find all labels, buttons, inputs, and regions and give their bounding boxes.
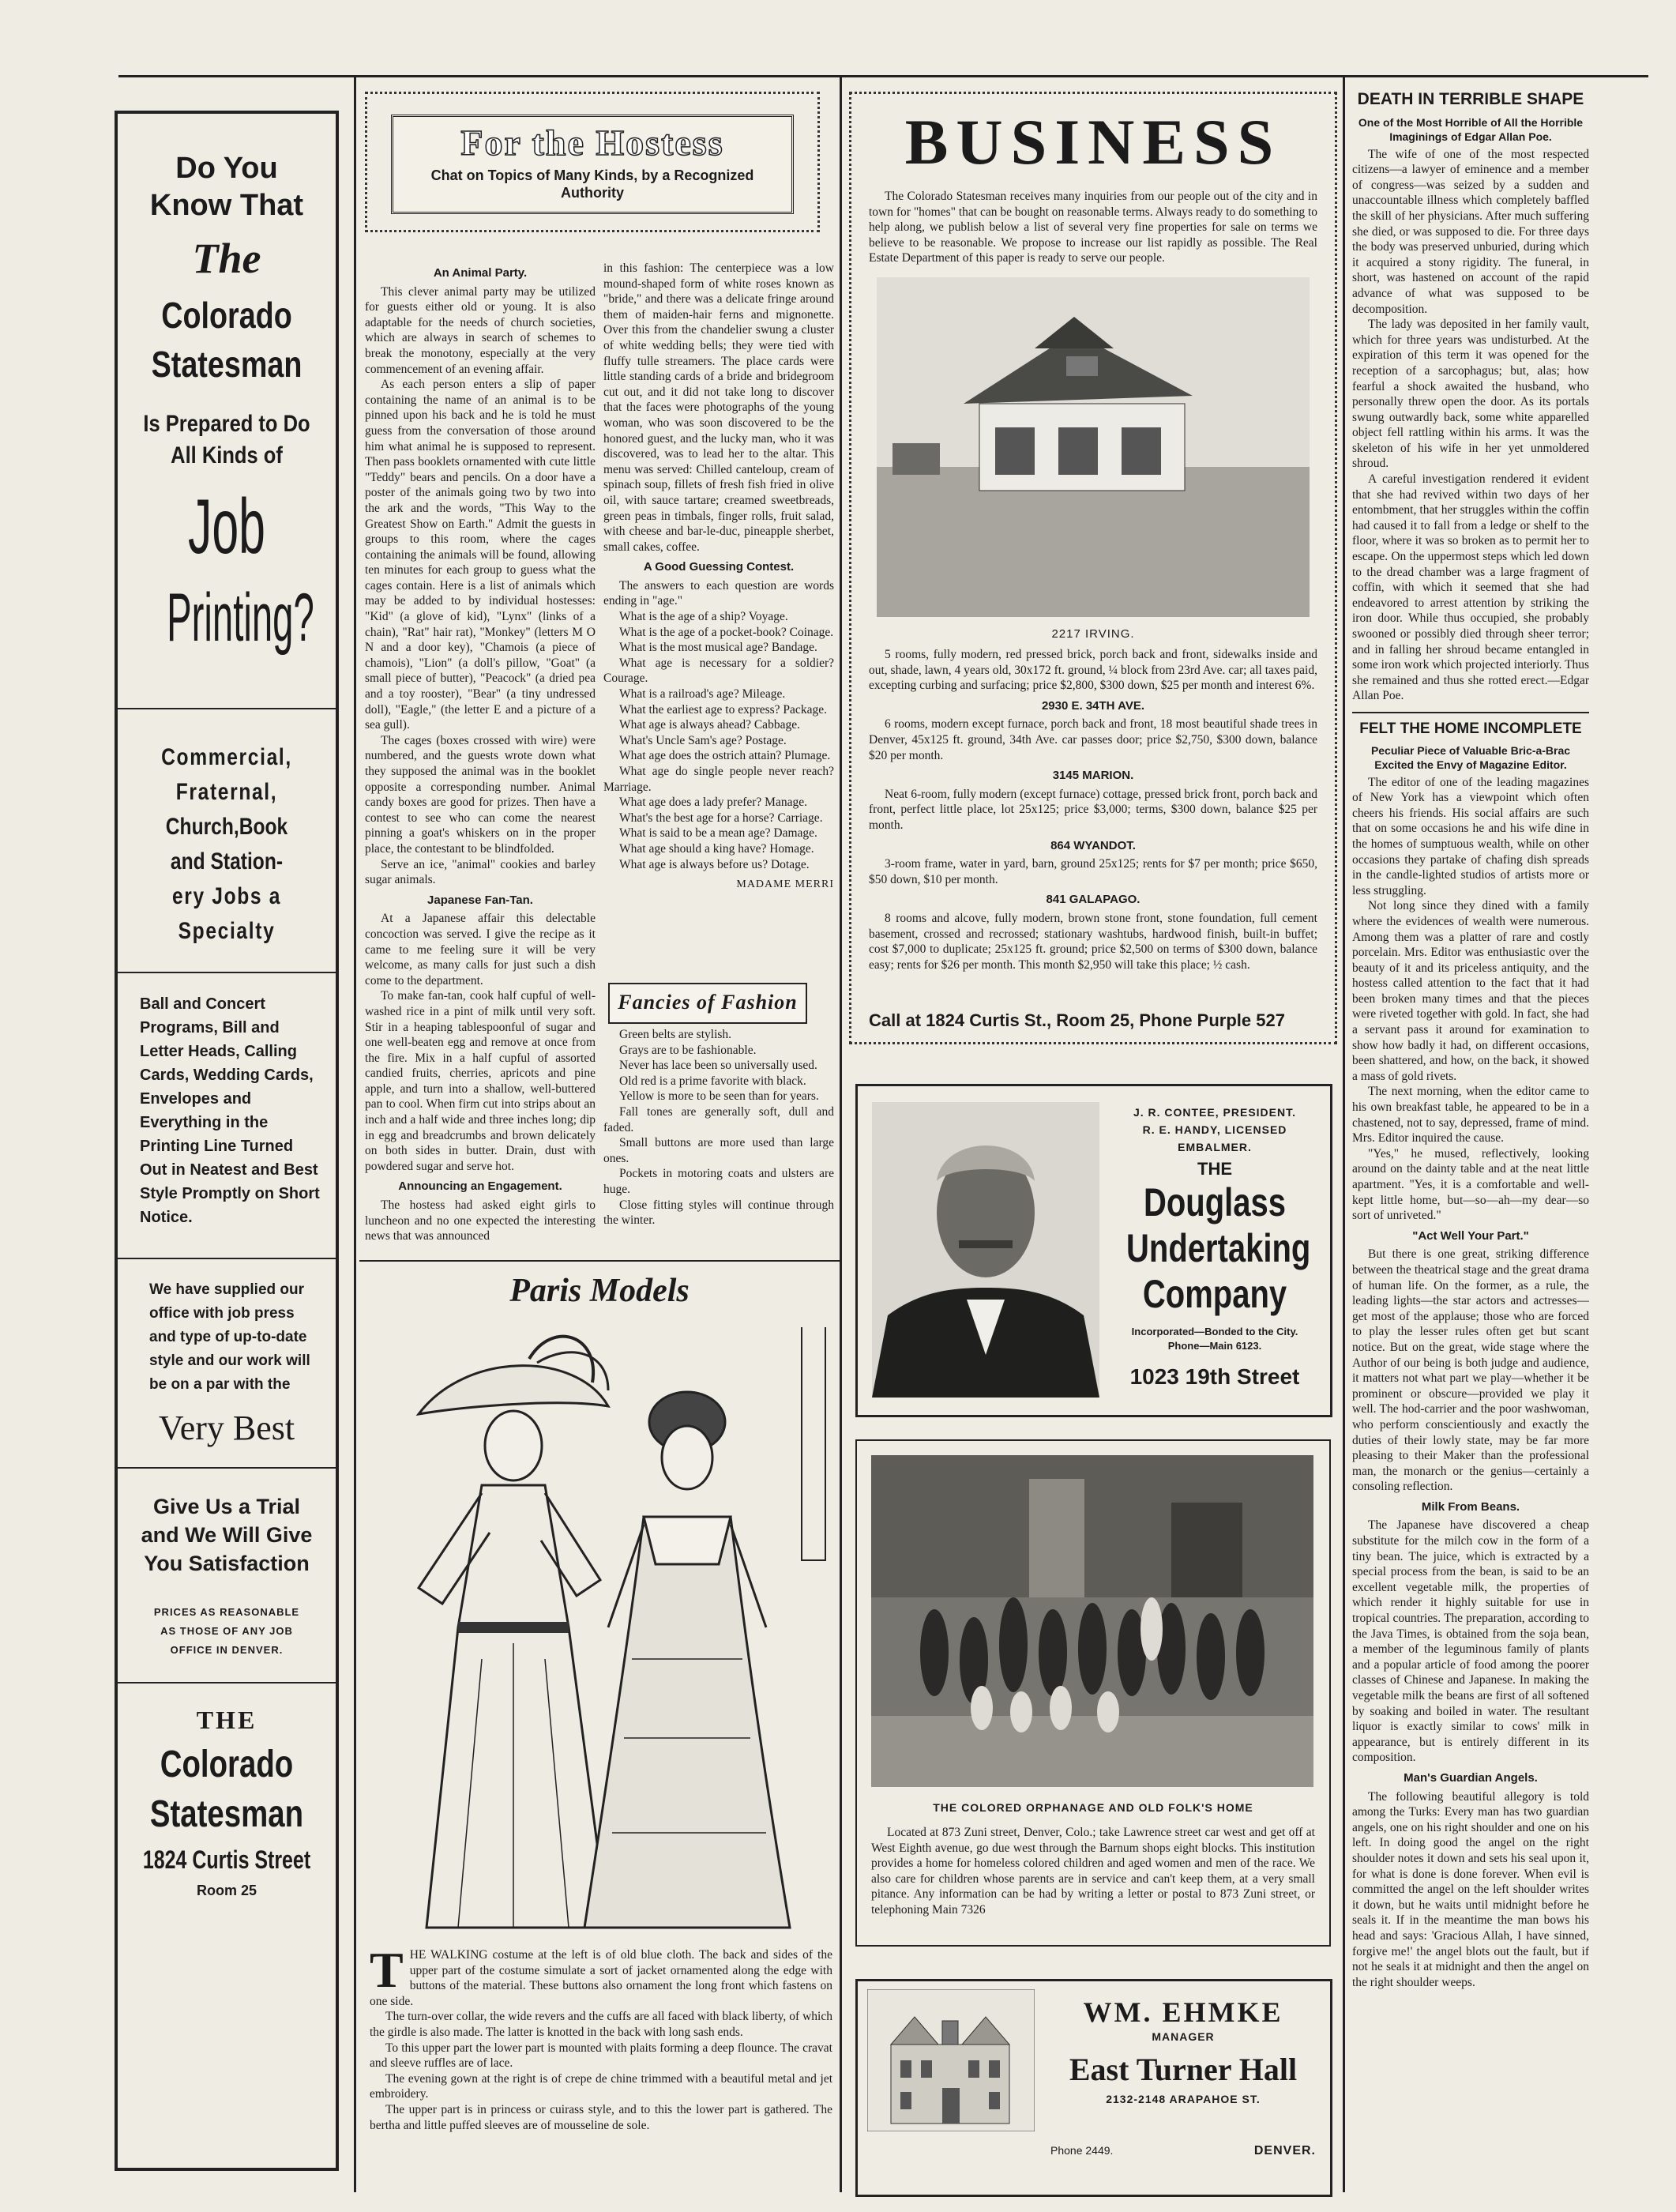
para: The editor of one of the leading magazines of New York has a viewpoint which often cheers his friends. His social affairs are such that on some occasions he and his wife dine in the homes of sumptuous wealth, while on other occasions they partake of chafing dish spreads in the candle-lighted studios of artists more or less struggling. bbox=[1352, 775, 1589, 897]
hostess-header-frame bbox=[365, 92, 820, 232]
left-figure-head bbox=[485, 1411, 542, 1480]
ad-supplied: We have supplied our office with job press and type of up-to-date style and our work will be on a par with the bbox=[149, 1281, 310, 1393]
ad-church-book: Church,Book bbox=[165, 814, 288, 840]
ehmke-name: WM. EHMKE bbox=[1083, 1996, 1283, 2028]
para: The turn-over collar, the wide revers and the cuffs are all faced with black liberty, of which the girdle is also made. The latter is knotted in the back with long sash ends. bbox=[370, 2010, 832, 2039]
ad-divider bbox=[118, 1467, 336, 1469]
ad-colorado: Colorado bbox=[161, 295, 292, 336]
ad-ery-jobs: ery Jobs a bbox=[171, 883, 282, 909]
para: What age do single people never reach? Marriage. bbox=[603, 765, 834, 794]
para: At a Japanese affair this delectable concoction was served. I give the recipe as it came to me feeling sure it will be very welcome, as many calls for just such a dish come to the department. bbox=[365, 912, 596, 988]
ad-divider bbox=[118, 1682, 336, 1683]
ad-ball-text: Ball and Concert Programs, Bill and Letter Heads, Calling Cards, Wedding Cards, Envelopes and Everything in the Printing Line Turned Out in Neatest and Best Style Promptly on Short Notice. bbox=[140, 995, 320, 1226]
fancies-title-box bbox=[608, 983, 807, 1024]
fancies-column bbox=[603, 1027, 834, 1256]
ad-street: 1824 Curtis Street bbox=[142, 1845, 311, 1874]
para: The lady was deposited in her family vault, which for three years was undisturbed. At the expiration of this term it was opened for the reception of a sarcophagus; but, alas; how fearful a shock awaited the husband, who personally threw open the door. As its portals swung outwardly back, some white apparelled object fell rattling within his arms. It was the skeleton of his wife in her yet unmoldered shroud. bbox=[1352, 318, 1589, 471]
douglass-president: J. R. CONTEE, PRESIDENT. bbox=[1133, 1106, 1297, 1119]
ehmke-text bbox=[1044, 1996, 1322, 2105]
right-column bbox=[1352, 88, 1589, 2198]
para: The hostess had asked eight girls to luncheon and no one expected the interesting news that was announced bbox=[365, 1198, 596, 1243]
ad-room: Room 25 bbox=[196, 1883, 257, 1898]
orphanage-image bbox=[871, 1455, 1313, 1787]
ad-commercial: Commercial, bbox=[161, 744, 292, 770]
para: What age is necessary for a soldier? Courage. bbox=[603, 656, 834, 686]
para: What is the most musical age? Bandage. bbox=[619, 641, 817, 655]
para: What is a railroad's age? Mileage. bbox=[619, 687, 786, 702]
statesman-ad bbox=[115, 111, 339, 2171]
para: Not long since they dined with a family where the evidences of wealth were numerous. Among them was a platter of rare and costly porcelain. Mrs. Editor was enthusiastic over the beauty of it and its priceless antiquity, and the hostess called attention to the fact that it had been broken many times and that the pieces were riveted together with gold. In fact, she had a servant pass it around for examination to show how badly it had, on different occasions, been shattered, and how, on the back, it showed a mass of gold rivets. bbox=[1352, 899, 1589, 1083]
para: The upper part is in princess or cuirass style, and to this the lower part is gathered. The bertha and little puffed sleeves are of mousseline de sole. bbox=[370, 2102, 832, 2132]
ad-colorado-2: Colorado bbox=[160, 1744, 294, 1785]
felt-title: FELT THE HOME INCOMPLETE bbox=[1359, 720, 1582, 737]
douglass-ad bbox=[855, 1084, 1332, 1417]
ad-specialty: Specialty bbox=[178, 918, 276, 944]
ad-printing: Printing? bbox=[167, 580, 314, 656]
listings bbox=[869, 647, 1317, 972]
orphanage-caption: THE COLORED ORPHANAGE AND OLD FOLK'S HOME bbox=[933, 1801, 1253, 1814]
heading-engagement: Announcing an Engagement. bbox=[398, 1179, 562, 1194]
para: Located at 873 Zuni street, Denver, Colo.; take Lawrence street car west and get off at West Eighth avenue, go due west through the Barnum shops eight blocks. This institution provides a home for homeless colored children and aged women and men of the race. We also care for children whose parents are in service and can't keep them, at a very small pitance. Any information can be had by writing a letter or postal to 873 Zuni street, or telephoning Main 7326 bbox=[871, 1826, 1315, 1917]
ad-the-2: THE bbox=[196, 1706, 257, 1734]
act-title: "Act Well Your Part." bbox=[1412, 1228, 1529, 1243]
hostess-column-2 bbox=[603, 261, 834, 972]
ad-give-us: Give Us a Trial and We Will Give You Satisfaction bbox=[141, 1495, 313, 1575]
death-sub: One of the Most Horrible of All the Horrible Imaginings of Edgar Allan Poe. bbox=[1358, 115, 1584, 143]
orphanage-text bbox=[871, 1825, 1315, 1918]
list-item: Old red is a prime favorite with black. bbox=[619, 1074, 806, 1088]
para: Serve an ice, "animal" cookies and barley sugar animals. bbox=[365, 857, 596, 887]
portrait-photo bbox=[872, 1102, 1099, 1398]
right-figure-head bbox=[662, 1426, 712, 1489]
ad-do-you: Do You bbox=[175, 152, 278, 185]
para: The Japanese have discovered a cheap substitute for the milch cow in the form of a tiny bean. The juice, which is extracted by a special process from the bean, is said to be an excellent vegetable milk, the properties of which render it highly suitable for use in tropical countries. The preparation, according to the Java Times, is obtained from the soja bean, a member of the leguminous family of plants and a popular article of food among the poorer classes of Chinese and Japanese. In making the vegetable milk the beans are first of all softened by soaking and boiled in water. The resultant liquor is exactly similar to cows' milk in appearance, but is entirely different in its composition. bbox=[1352, 1518, 1589, 1765]
column-rule bbox=[1343, 75, 1345, 2192]
listing-head: 841 GALAPAGO. bbox=[1046, 893, 1141, 907]
column-rule bbox=[354, 75, 356, 2192]
business-box bbox=[849, 92, 1337, 1044]
hostess-subtitle: Chat on Topics of Many Kinds, by a Recognized Authority bbox=[430, 167, 754, 201]
felt-sub: Peculiar Piece of Valuable Bric-a-Brac Excited the Envy of Magazine Editor. bbox=[1370, 743, 1571, 771]
house-caption: 2217 IRVING. bbox=[1051, 627, 1135, 641]
orphanage-photo bbox=[871, 1455, 1313, 1787]
para: HE WALKING costume at the left is of old blue cloth. The back and sides of the upper part of the costume simulate a sort of jacket ornamented along the edge with buttons of the material. These buttons also ornament the long front which fastens on one side. bbox=[370, 1948, 832, 2008]
list-item: Close fitting styles will continue through the winter. bbox=[603, 1198, 834, 1228]
ad-fraternal: Fraternal, bbox=[175, 779, 278, 805]
ad-very-best: Very Best bbox=[158, 1409, 295, 1447]
listing-text: 3-room frame, water in yard, barn, ground 25x125; rents for $7 per month; price $650, $50 down, $10 per month. bbox=[869, 857, 1317, 886]
business-title: BUSINESS bbox=[904, 106, 1282, 178]
para: To make fan-tan, cook half cupful of well-washed rice in a pint of milk until very soft. Stir in a heaping tablespoonful of sugar and one well-beaten egg and remove at once from the fire. Mix in a half cupful of assorted candied fruits, cherries, apricots and pine apple, and turn into a shallow, well-buttered pan to cool. When firm cut into strips about an inch and a half wide and three inches long; dip in egg and breadcrumbs and brown delicately on both sides in butter. Drain, dust with powdered sugar and serve hot. bbox=[365, 989, 596, 1173]
ad-prepared: Is Prepared to Do bbox=[143, 411, 310, 437]
paris-models-illustration bbox=[371, 1327, 829, 1943]
column-rule bbox=[840, 75, 842, 2192]
para: The wife of one of the most respected citizens—a lawyer of eminence and a member of congress—was seized by a sudden and unaccountable illness which completely baffled the skill of her physicians. After much suffering she died, or was supposed to die. For three days the body was preserved unburied, during which it acquired a stony rigidity. The funeral, in short, was hastened on account of the rapid advance of what was supposed to be decomposition. bbox=[1352, 147, 1589, 316]
orphanage-box bbox=[855, 1439, 1331, 1947]
para: A careful investigation rendered it evident that she had revived within two days of her entombment, that her struggles within the coffin had caused it to fall from a ledge or shelf to the floor, where it was so broken as to permit her to escape. On the uppermost steps which led down to the dread chamber was a large fragment of coffin, with which it seemed that she had endeavored to arrest attention by striking the iron door. While thus occupied, she probably swooned or possibly died through sheer terror; and in falling her shroud became entangled in some iron work which projected interiorly. Thus she remained and thus she rotted erect.—Edgar Allan Poe. bbox=[1352, 472, 1589, 703]
top-rule bbox=[118, 75, 1648, 77]
para: As each person enters a slip of paper containing the name of an animal is to be pinned upon his back and he is told he must guess from the conversation of those around him what animal he is supposed to represent. Then pass booklets ornamented with cute little "Teddy" bears and pencils. On a door have a poster of the animals going two by two into the ark and the words, "This Way to the Greatest Show on Earth." Admit the guests in groups to this room, where the cages containing the animals will be found, allowing ten minutes for each group to guess what the cages contain. Here is a list of animals which may be added to by individual hostesses: "Kid" (a glove of kid), "Lynx" (links of a chain), "Rat" hair rat), "Monkey" (letters M O N and a door key), "Chamois (a piece of chamois), "Lion" (a doll's pillow, "Goat" (a small piece of butter), "Peacock" (a dried pea and a toy rooster), "Bear" (a tiny undressed doll), "Eagle," (the letter E and a picture of a sea gull). bbox=[365, 378, 596, 732]
para: This clever animal party may be utilized for guests either old or young. It is also adaptable for the needs of church societies, which are always in search of schemes to break the monotony, especially at the very commencement of an evening affair. bbox=[365, 284, 596, 376]
ehmke-manager: MANAGER bbox=[1152, 2030, 1215, 2043]
paris-text bbox=[370, 1947, 832, 2192]
para: "Yes," he mused, reflectively, looking around on the dainty table and at the neat little apartment. "Yes, it is a comfortable and well-kept little home, but—so—ah—my dear—so sort of unriveted." bbox=[1352, 1146, 1589, 1223]
para: What is said to be a mean age? Damage. bbox=[619, 826, 817, 841]
listing-text: 6 rooms, modern except furnace, porch back and front, 18 most beautiful shade trees in Denver, 45x125 ft. ground, 34th Ave. car passes door; price $2,750, $300 down, balance $20 per month. bbox=[869, 717, 1317, 762]
para: The Colorado Statesman receives many inquiries from our people out of the city and in town for "homes" that can be bought on reasonable terms. Always ready to do something to help along, we publish below a list of several very fine properties for sale on terms we believe to be reasonable. We propose to increase our list rapidly as possible. The Real Estate Department of this paper is ready to serve our people. bbox=[869, 190, 1317, 265]
heading-guessing: A Good Guessing Contest. bbox=[643, 560, 795, 574]
para: What age does a lady prefer? Manage. bbox=[619, 796, 807, 810]
ad-and-station: and Station- bbox=[170, 848, 284, 875]
house-photo-image bbox=[877, 277, 1310, 617]
ehmke-phone: Phone 2449. bbox=[1050, 2144, 1114, 2157]
list-item: Small buttons are more used than large ones. bbox=[603, 1136, 834, 1165]
ad-prices: PRICES AS REASONABLE AS THOSE OF ANY JOB OFFICE IN DENVER. bbox=[153, 1606, 300, 1656]
list-item: Green belts are stylish. bbox=[619, 1028, 732, 1041]
list-item: Pockets in motoring coats and ulsters are huge. bbox=[603, 1167, 834, 1196]
ehmke-city: DENVER. bbox=[1253, 2144, 1316, 2157]
list-item: Fall tones are generally soft, dull and faded. bbox=[603, 1104, 834, 1134]
dropcap: T bbox=[370, 1947, 404, 1998]
para: What is the age of a pocket-book? Coinage. bbox=[619, 625, 834, 639]
douglass-the: THE bbox=[1197, 1159, 1232, 1179]
hostess-column-1 bbox=[365, 261, 596, 1247]
para: What age should a king have? Homage. bbox=[619, 841, 814, 856]
ehmke-hall: East Turner Hall bbox=[1069, 2052, 1298, 2087]
list-item: Never has lace been so universally used. bbox=[619, 1059, 817, 1073]
house-photo bbox=[877, 277, 1310, 617]
douglass-name-1: Douglass bbox=[1143, 1180, 1287, 1224]
ad-know-that: Know That bbox=[149, 189, 304, 222]
milk-title: Milk From Beans. bbox=[1421, 1499, 1520, 1514]
ad-statesman: Statesman bbox=[151, 344, 303, 385]
listing-text: 8 rooms and alcove, fully modern, brown stone front, stone foundation, full cement basement, crossed and recrossed; stationary washtubs, hardwood finish, built-in buffet; cost $7,000 to duplicate; 25x125 ft. ground; price $2,500 on terms of $300 down, balance easy; rents for $26 per month. This month $2,950 will take this place; ½ cash. bbox=[869, 911, 1317, 972]
business-intro bbox=[851, 178, 1335, 266]
douglass-embalmer: R. E. HANDY, LICENSED EMBALMER. bbox=[1142, 1123, 1287, 1153]
para: But there is one great, striking difference between the theatrical stage and the great drama of human life. On the former, as a rule, the leading lights—the star actors and actresses—get most of the applause; those who are forced to play the lesser rules often get but scant notice. But on the great, wide stage where the Author of our being is both judge and audience, it matters not what part we play—whether it be prominent or obscure—provided we play it well. The hod-carrier and the poor washwoman, who perform conscientiously and exactly the duties of their lowly state, may be far more pleasing to their Maker than the professional man, the monarch or the genius—certainly a consoling reflection. bbox=[1352, 1247, 1589, 1494]
hall-building-illustration bbox=[867, 1989, 1035, 2131]
hostess-title-box bbox=[391, 115, 794, 214]
left-figure-hat bbox=[419, 1366, 608, 1414]
para: The next morning, when the editor came to his own breakfast table, he appeared to be in a chastened, not to say, depressed, frame of mind. Mrs. Editor inquired the cause. bbox=[1352, 1085, 1589, 1146]
douglass-name-3: Company bbox=[1142, 1272, 1287, 1316]
list-item: Grays are to be fashionable. bbox=[619, 1043, 757, 1057]
para: What's the best age for a horse? Carriage. bbox=[619, 811, 823, 825]
para: The cages (boxes crossed with wire) were numbered, and the guests wrote down what they supposed the animal was in the booklet opposite a corresponding number. Animal candy boxes are good for prizes. Then have a contest to see who can come the nearest pinning a goat's whiskers on in the proper place, the contestant to be blindfolded. bbox=[365, 733, 596, 856]
hostess-title: For the Hostess bbox=[460, 122, 724, 163]
para: What age is always ahead? Cabbage. bbox=[619, 718, 800, 732]
angels-title: Man's Guardian Angels. bbox=[1404, 1770, 1538, 1785]
listing-head: 2930 E. 34TH AVE. bbox=[1041, 698, 1145, 713]
listing-head: 3145 MARION. bbox=[1052, 769, 1134, 783]
listing-text: Neat 6-room, fully modern (except furnace) cottage, pressed brick front, porch back and front, perfect little place, lot 25x125; price $3,000; terms, $300 down, balance $25 per month. bbox=[869, 787, 1317, 832]
fancies-title: Fancies of Fashion bbox=[618, 991, 798, 1014]
para: in this fashion: The centerpiece was a low mound-shaped form of white roses known as "bride," and there was a delicate fringe around them of maiden-hair ferns and mignonette. Over this from the chandelier swung a cluster of white wedding bells; they were tied with fluffy tulle streamers. The place cards were little standing cards of a bride and bridegroom cut out, and it did not take long to discover that the faces were photographs of the young woman, who was soon discovered to be the honored guest, and the lucky man, who it was discovered, was to lead her to the altar. This menu was served: Chilled canteloup, cream of spinach soup, fillets of fresh fish fried in olive oil, with sauce tartare; creamed sweetbreads, green peas in timbals, finger rolls, fruit salad, with cheese and bar-le-duc, pineapple sherbet, small cakes, coffee. bbox=[603, 261, 834, 554]
ad-statesman-2: Statesman bbox=[149, 1793, 304, 1835]
hostess-signature: MADAME MERRI bbox=[736, 878, 834, 891]
para: What age is always before us? Dotage. bbox=[619, 857, 810, 871]
ad-all-kinds: All Kinds of bbox=[171, 442, 283, 468]
death-title: DEATH IN TERRIBLE SHAPE bbox=[1357, 90, 1584, 108]
paris-title: Paris Models bbox=[509, 1273, 690, 1309]
para: The evening gown at the right is of crepe de chine trimmed with a beautiful metal and jet embroidery. bbox=[370, 2071, 832, 2101]
list-item: Yellow is more to be seen than for years. bbox=[619, 1089, 819, 1104]
para: The answers to each question are words ending in "age." bbox=[603, 578, 834, 608]
para: The following beautiful allegory is told among the Turks: Every man has two guardian angels, one on his right shoulder and one on his left. In doing good the angel on the right shoulder notes it down and sets his seal upon it, for what is done is done forever. When evil is committed the angel on the left shoulder writes it down, but he waits until midnight before he seals it. If in the meantime the man bows his head and says: 'Gracious Allah, I have sinned, forgive me!' the angel blots out the fault, but if not he seals it at midnight and then the angel on the right shoulder weeps. bbox=[1352, 1789, 1589, 1989]
douglass-address: 1023 19th Street bbox=[1129, 1364, 1300, 1389]
ad-the: The bbox=[192, 235, 261, 282]
para: To this upper part the lower part is mounted with plaits forming a deep flounce. The cravat and sleeve ruffles are of lace. bbox=[370, 2041, 832, 2071]
listing-head: 864 WYANDOT. bbox=[1050, 838, 1136, 852]
business-call: Call at 1824 Curtis St., Room 25, Phone Purple 527 bbox=[869, 1010, 1285, 1030]
douglass-inc: Incorporated—Bonded to the City. Phone—Main 6123. bbox=[1131, 1326, 1298, 1352]
ehmke-address: 2132-2148 ARAPAHOE ST. bbox=[1106, 2093, 1261, 2105]
heading-fan-tan: Japanese Fan-Tan. bbox=[427, 893, 533, 907]
para: What is the age of a ship? Voyage. bbox=[619, 610, 788, 624]
portrait-image bbox=[872, 1102, 1099, 1398]
rule bbox=[359, 1260, 840, 1262]
rule bbox=[1352, 712, 1589, 713]
douglass-text bbox=[1104, 1104, 1325, 1390]
heading-animal-party: An Animal Party. bbox=[433, 266, 528, 280]
douglass-name-2: Undertaking bbox=[1126, 1226, 1311, 1270]
ehmke-ad bbox=[855, 1979, 1332, 2197]
ad-divider bbox=[118, 708, 336, 709]
right-figure-body bbox=[584, 1517, 790, 1928]
listing-text: 5 rooms, fully modern, red pressed brick, porch back and front, sidewalks inside and out, shade, lawn, 4 years old, 30x172 ft. ground, ¼ block from 23rd Ave. car; all taxes paid, excepting curbing and surfacing; price $2,800, $300 down, $25 per month and interest 6%. bbox=[869, 648, 1317, 693]
para: What's Uncle Sam's age? Postage. bbox=[619, 733, 787, 747]
para: What the earliest age to express? Package. bbox=[619, 702, 827, 717]
ad-job: Job bbox=[188, 483, 265, 570]
para: What age does the ostrich attain? Plumage. bbox=[619, 749, 831, 763]
